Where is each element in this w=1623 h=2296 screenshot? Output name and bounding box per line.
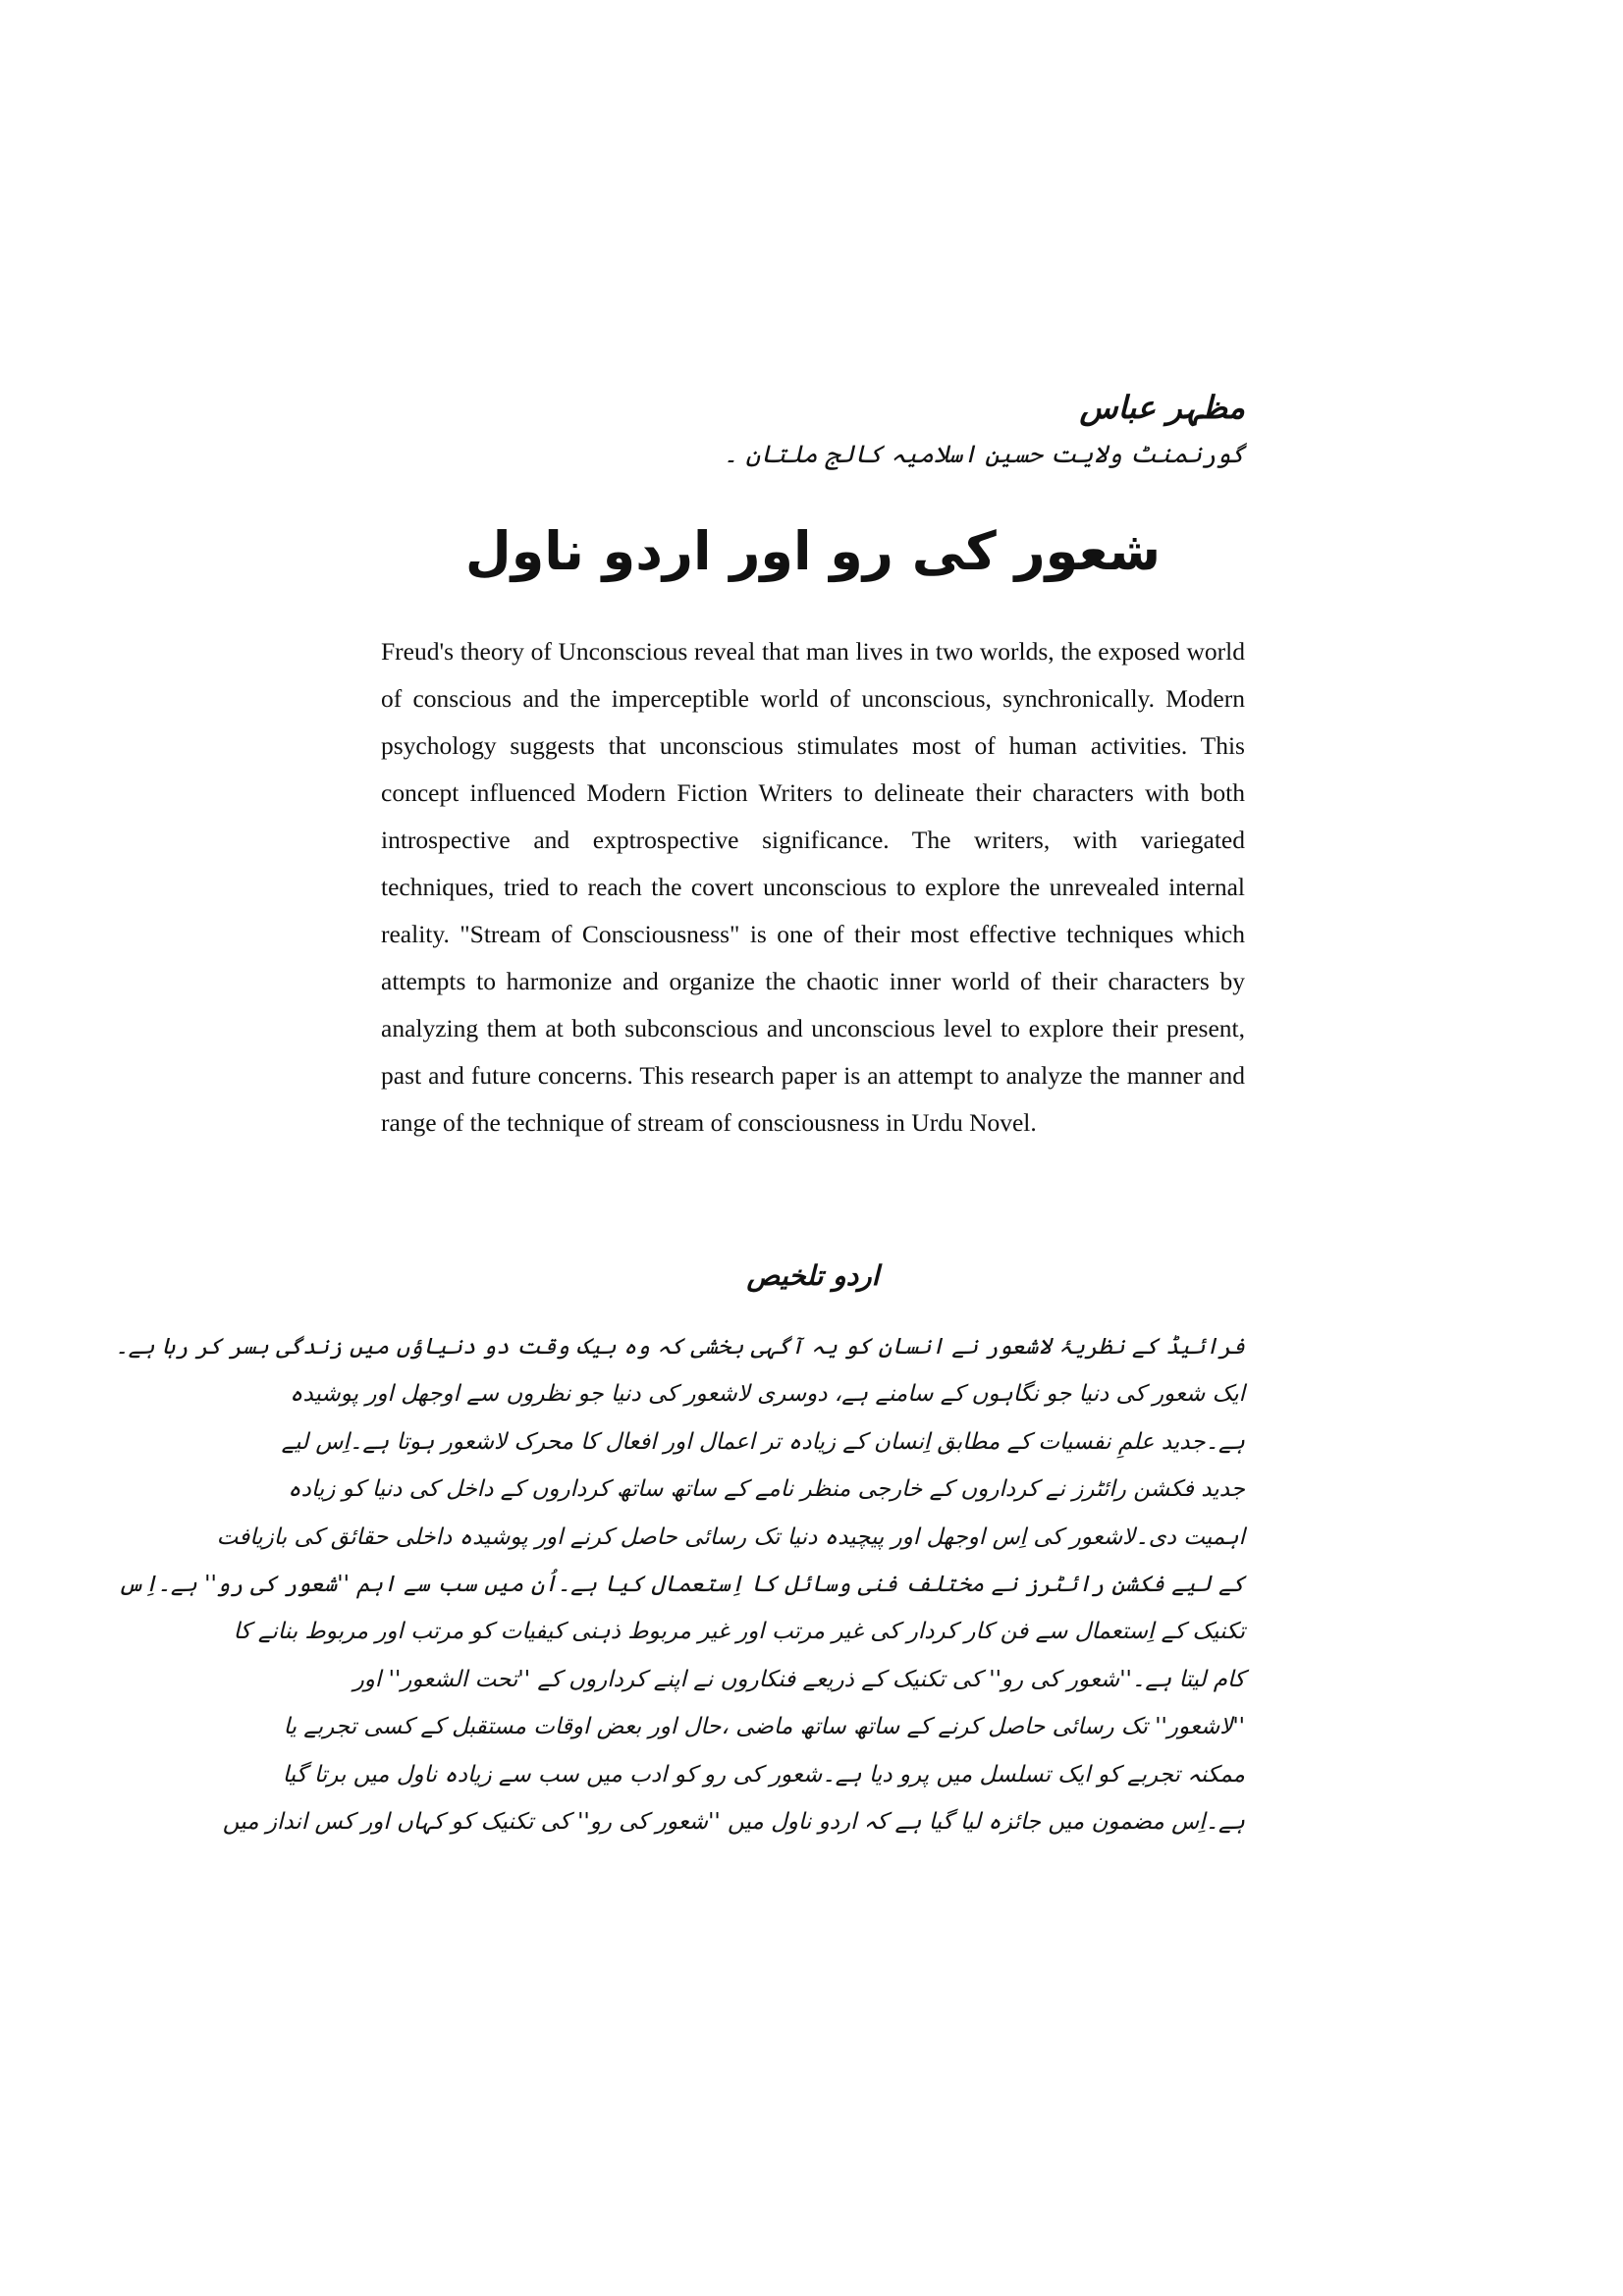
urdu-summary-heading: اردو تلخیص [746,1259,880,1292]
urdu-summary-line: ممکنہ تجربے کو ایک تسلسل میں پرو دیا ہے۔شعور کی رو کو ادب میں سب سے زیادہ ناول میں برتا گیا [282,1761,1245,1788]
urdu-summary-line: ایک شعور کی دنیا جو نگاہوں کے سامنے ہے، دوسری لاشعور کی دنیا جو نظروں سے اوجھل اور پوشیدہ [289,1381,1245,1408]
urdu-summary-line: ہے۔اِس مضمون میں جائزہ لیا گیا ہے کہ اردو ناول میں ''شعور کی رو'' کی تکنیک کو کہاں اور کس انداز میں [222,1808,1245,1835]
urdu-summary-line: ہے۔جدید علمِ نفسیات کے مطابق اِنسان کے زیادہ تر اعمال اور افعال کا محرک لاشعور ہوتا ہے۔اِس لیے [281,1428,1245,1455]
urdu-summary [115,1323,1245,1845]
paper-title: شعور کی رو اور اردو ناول [464,520,1162,582]
urdu-summary-line: جدید فکشن رائٹرز نے کرداروں کے خارجی منظر نامے کے ساتھ ساتھ کرداروں کے داخل کی دنیا کو زیادہ [288,1476,1245,1503]
english-abstract: Freud's theory of Unconscious reveal that man lives in two worlds, the exposed world of conscious and the imperceptible world of unconscious, synchronically. Modern psychology suggests that unconscious stimulates most of human activities. This concept influenced Modern Fiction Writers to delineate their characters with both introspective and exptrospective significance. The writers, with variegated techniques, tried to reach the covert unconscious to explore the unrevealed internal reality. "Stream of Consciousness" is one of their most effective techniques which attempts to harmonize and organize the chaotic inner world of their characters by analyzing them at both subconscious and unconscious level to explore their present, past and future concerns. This research paper is an attempt to analyze the manner and range of the technique of stream of consciousness in Urdu Novel. [381,637,1245,1137]
urdu-summary-line: کے لیے فکشن رائٹرز نے مختلف فنی وسائل کا اِستعمال کیا ہے۔اُن میں سب سے اہم ''شعور کی رو'' ہے۔اِس [118,1571,1245,1597]
author-name: مظہر عباس [1079,389,1245,426]
author-affiliation: گورنمنٹ ولایت حسین اسلامیہ کالج ملتان ۔ [723,440,1245,468]
urdu-summary-line: کام لیتا ہے۔''شعور کی رو'' کی تکنیک کے ذریعے فنکاروں نے اپنے کرداروں کے ''تحت الشعور'' اور [352,1666,1245,1692]
urdu-summary-line: تکنیک کے اِستعمال سے فن کار کردار کی غیر مرتب اور غیر مربوط ذہنی کیفیات کو مرتب اور مربوط بنانے کا [233,1619,1245,1645]
urdu-summary-line: ''لاشعور'' تک رسائی حاصل کرنے کے ساتھ ساتھ ماضی ،حال اور بعض اوقات مستقبل کے کسی تجربے یا [283,1714,1245,1740]
urdu-summary-line: فرائیڈ کے نظریۂ لاشعور نے انسان کو یہ آگہی بخشی کہ وہ بیک وقت دو دنیاؤں میں زندگی بسر کر رہا ہے۔ [115,1334,1245,1360]
author-block [656,383,1245,477]
urdu-summary-line: اہمیت دی۔لاشعور کی اِس اوجھل اور پیچیدہ دنیا تک رسائی حاصل کرنے اور پوشیدہ داخلی حقائق کی بازیافت [216,1523,1245,1550]
